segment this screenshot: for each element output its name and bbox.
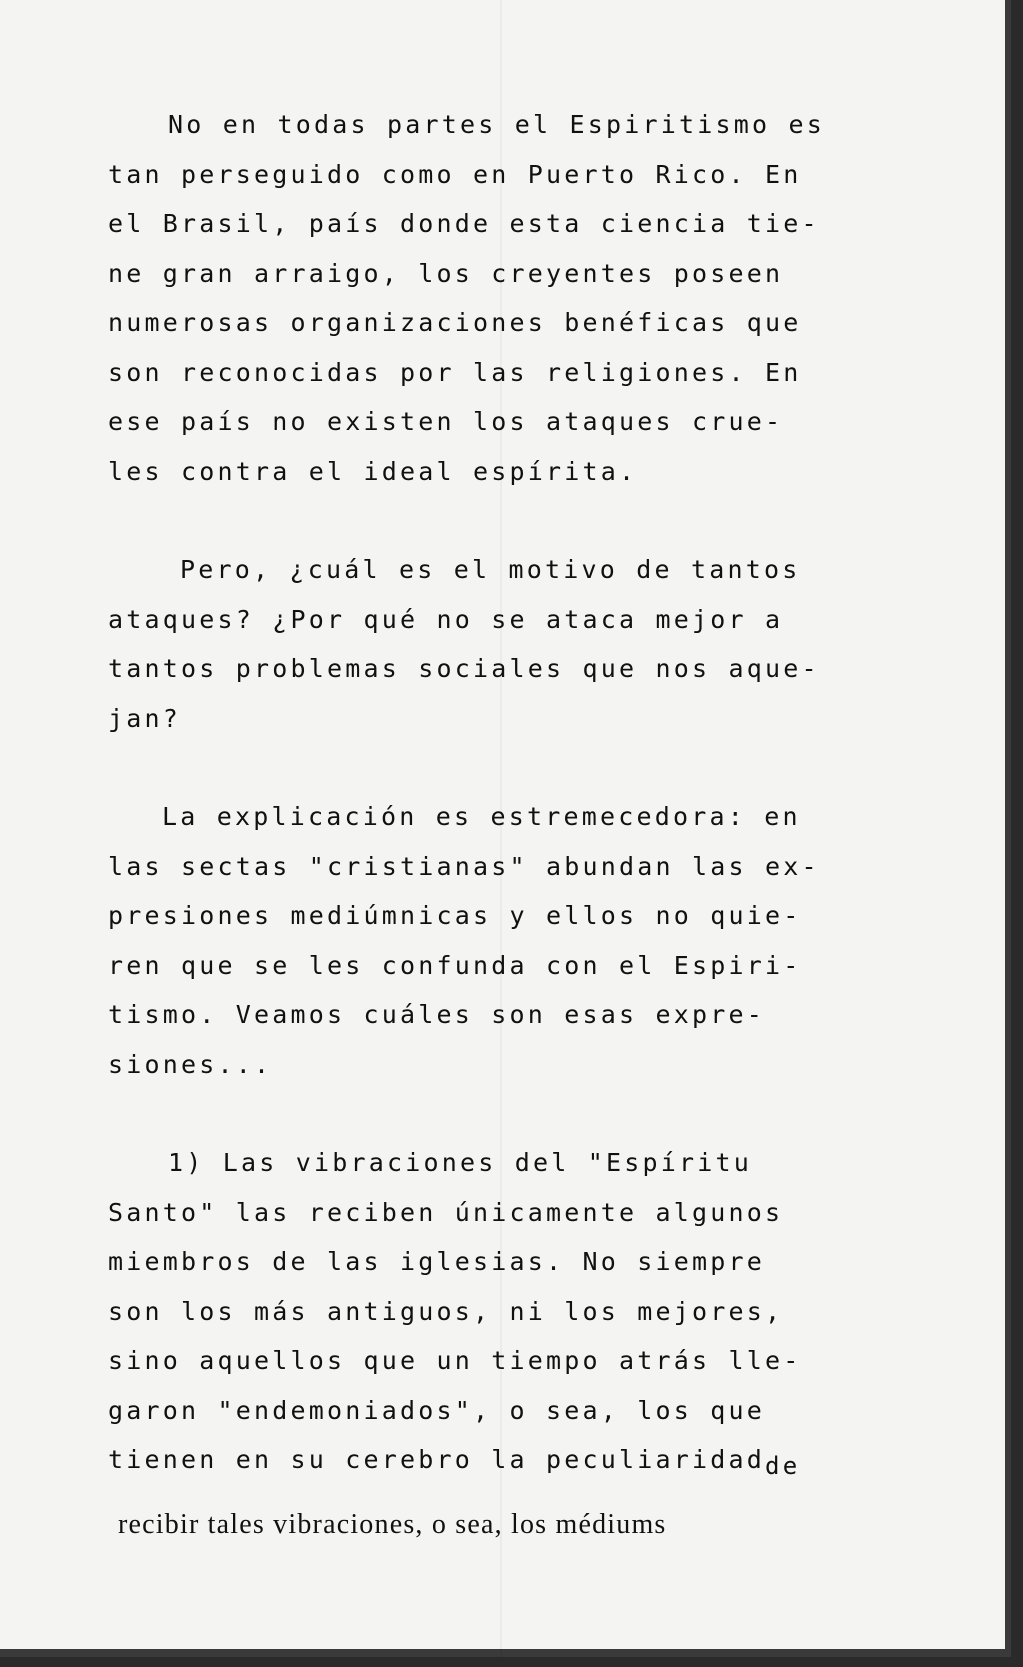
text-line: ne gran arraigo, los creyentes poseen (108, 258, 784, 288)
text-line: el Brasil, país donde esta ciencia tie- (108, 209, 820, 238)
text-line: ren que se les confunda con el Espiri- (108, 950, 802, 980)
text-line: Santo" las reciben únicamente algunos (108, 1197, 784, 1227)
text-line: No en todas partes el Espiritismo es (168, 110, 826, 139)
text-line: son reconocidas por las religiones. En (108, 357, 802, 387)
text-line: tan perseguido como en Puerto Rico. En (108, 159, 802, 189)
text-line: las sectas "cristianas" abundan las ex- (108, 851, 820, 881)
text-line: sino aquellos que un tiempo atrás lle- (108, 1346, 802, 1375)
text-line-with-trailing-word (108, 1435, 878, 1485)
trailing-word: de (765, 1452, 801, 1480)
text-line: tismo. Veamos cuáles son esas expre- (108, 1000, 766, 1029)
text-line: ese país no existen los ataques crue- (108, 407, 784, 436)
text-line: La explicación es estremecedora: en (162, 802, 801, 831)
paragraph-explanation (108, 792, 878, 1089)
text-line: son los más antiguos, ni los mejores, (108, 1296, 784, 1326)
text-line: les contra el ideal espírita. (108, 456, 638, 486)
document-body (108, 100, 878, 1485)
text-line: 1) Las vibraciones del "Espíritu (168, 1148, 753, 1177)
text-line: numerosas organizaciones benéficas que (108, 308, 802, 337)
text-line: tantos problemas sociales que nos aque- (108, 654, 820, 683)
text-line: presiones mediúmnicas y ellos no quie- (108, 901, 802, 930)
text-line: tienen en su cerebro la peculiaridad (108, 1445, 766, 1474)
text-line: ataques? ¿Por qué no se ataca mejor a (108, 604, 784, 634)
text-line: garon "endemoniados", o sea, los que (108, 1395, 766, 1425)
text-line: Pero, ¿cuál es el motivo de tantos (180, 555, 801, 584)
paragraph-spiritism-persecution (108, 100, 878, 496)
text-line: jan? (108, 703, 182, 733)
paragraph-motive-question (108, 545, 878, 743)
text-line: siones... (108, 1049, 273, 1079)
paragraph-item-1-vibrations (108, 1138, 878, 1485)
text-line: miembros de las iglesias. No siempre (108, 1247, 766, 1276)
last-text-line: recibir tales vibraciones, o sea, los médiums (118, 1509, 667, 1540)
